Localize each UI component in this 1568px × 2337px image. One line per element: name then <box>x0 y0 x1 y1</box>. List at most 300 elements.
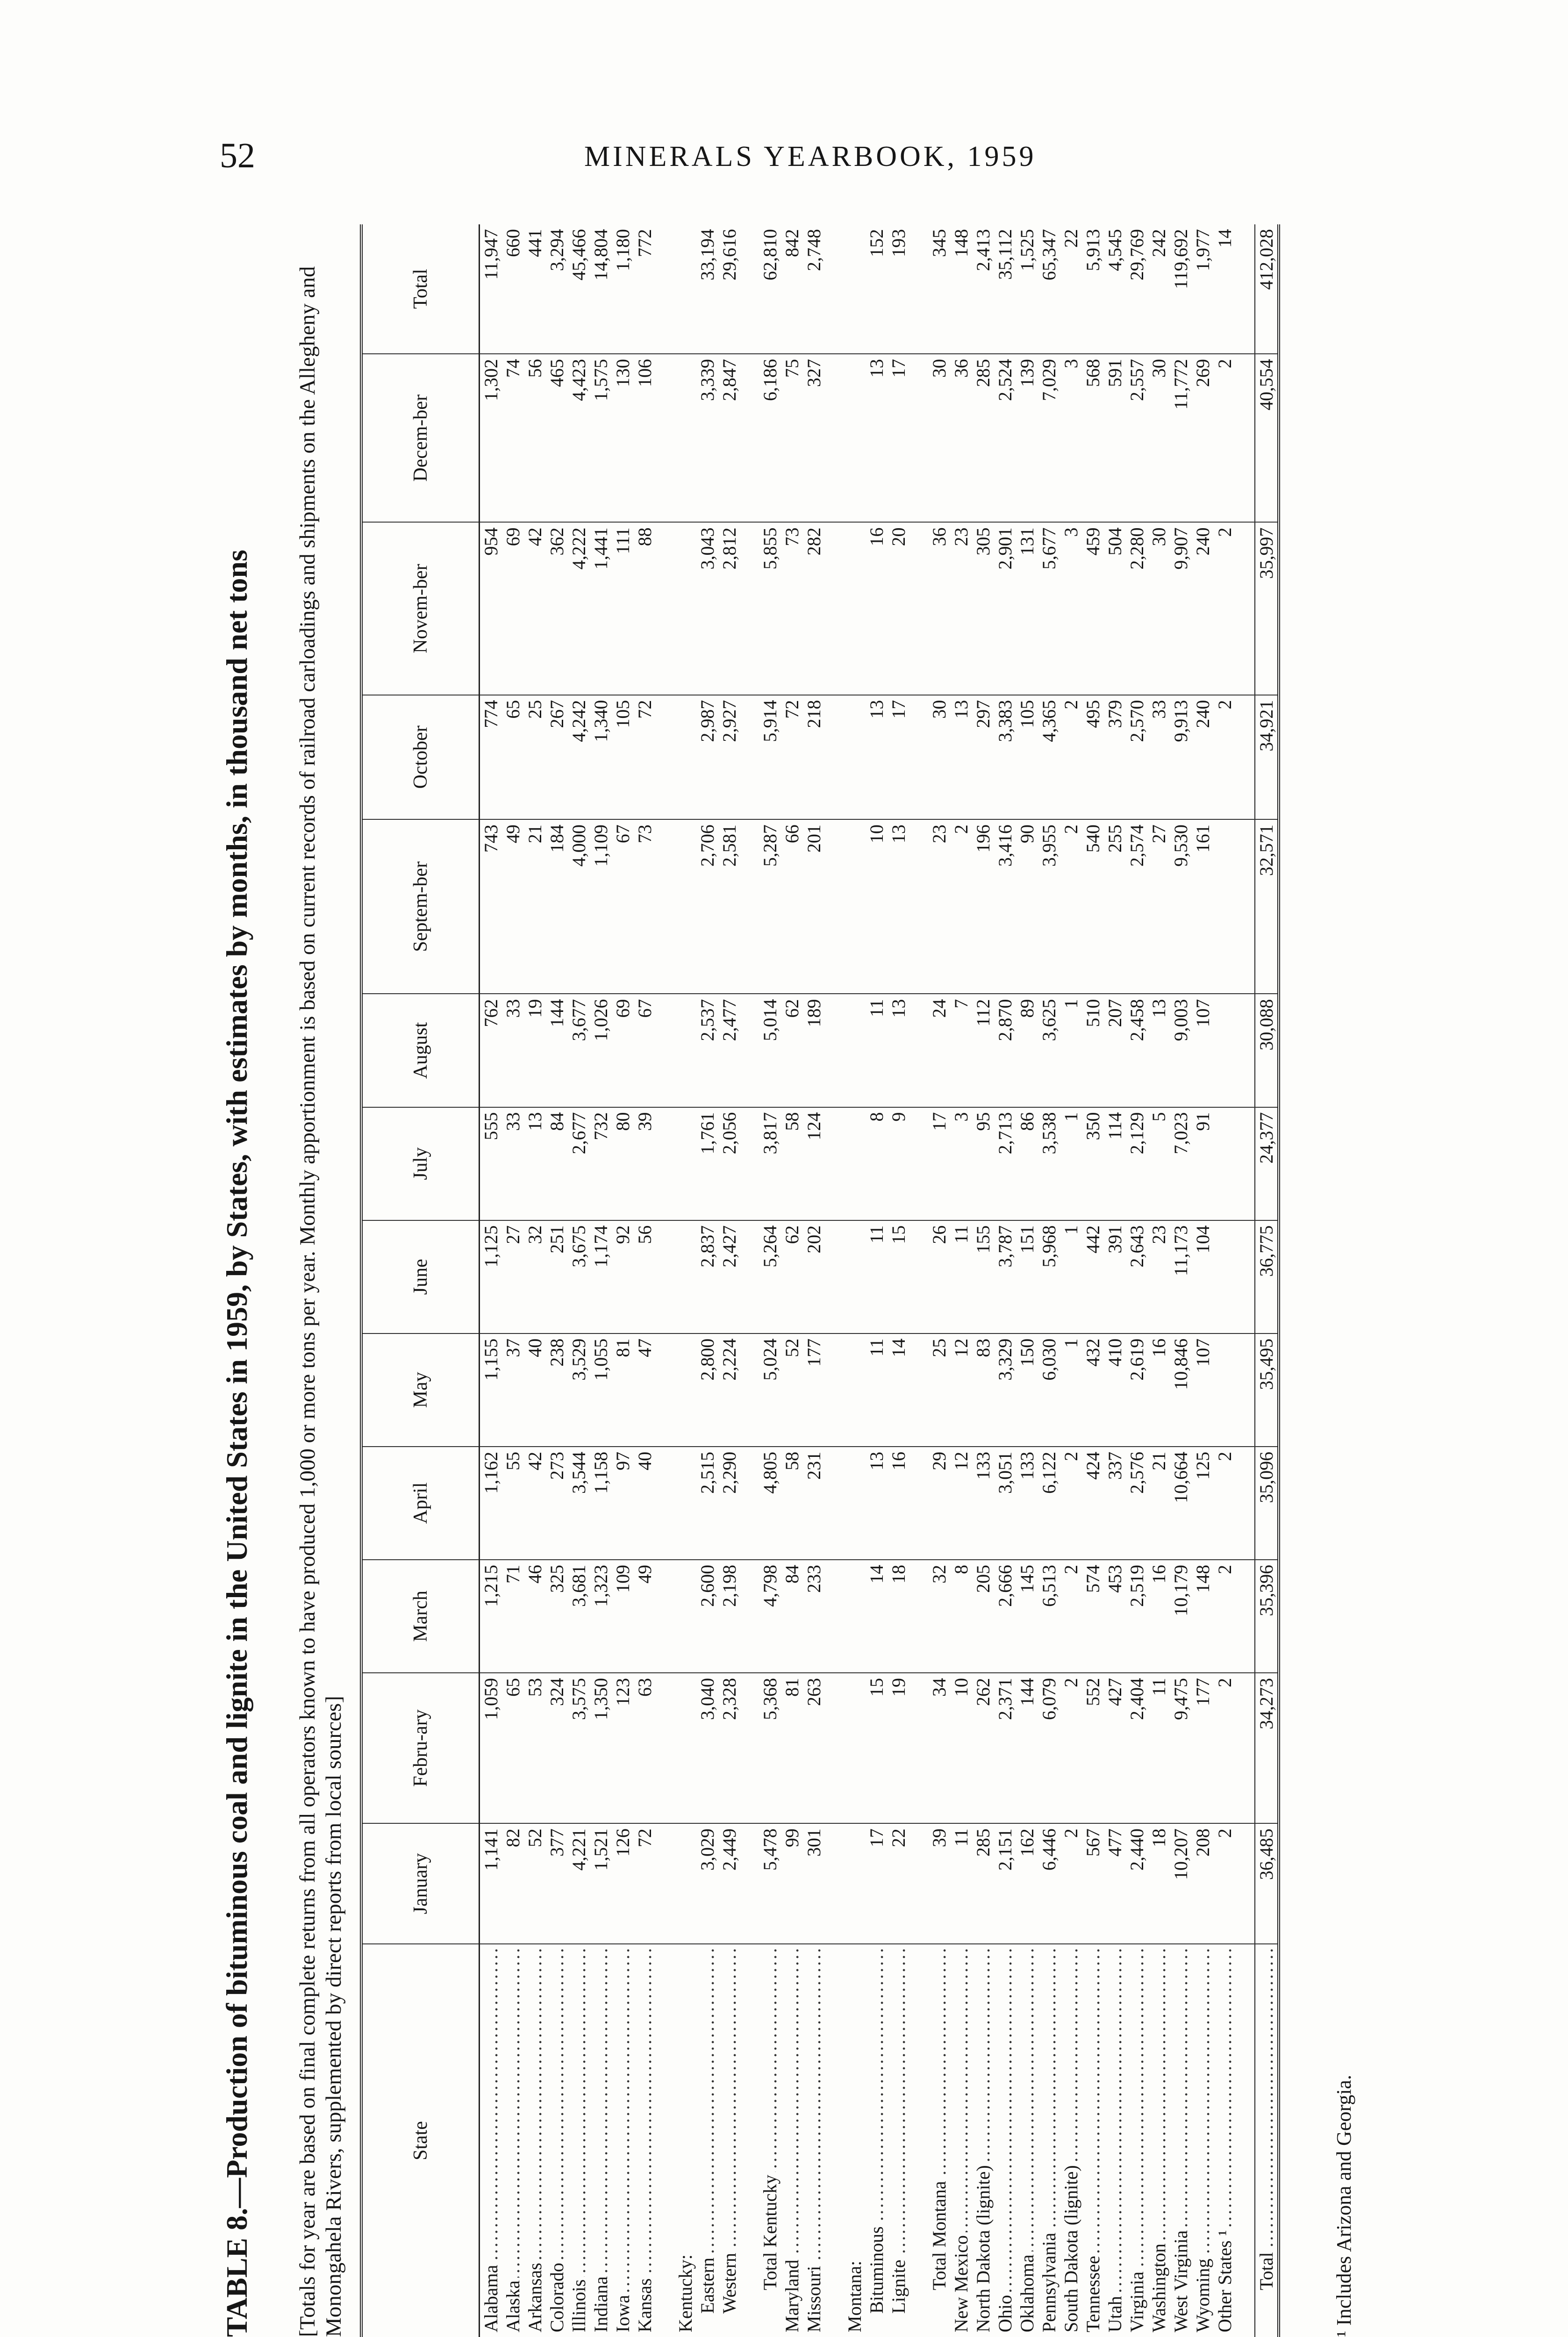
spacer-cell <box>909 1447 928 1560</box>
spacer-cell <box>909 1823 928 1944</box>
spacer-cell <box>825 1447 844 1560</box>
month-cell: 5,014 <box>759 994 781 1107</box>
month-cell: 15 <box>888 1220 909 1333</box>
month-cell: 262 <box>972 1673 994 1823</box>
month-cell: 233 <box>803 1560 825 1673</box>
month-cell: 90 <box>1016 819 1038 994</box>
month-cell: 1,761 <box>696 1107 718 1220</box>
month-cell: 34 <box>928 1673 950 1823</box>
month-cell: 2,328 <box>718 1673 740 1823</box>
month-cell: 17 <box>888 354 909 522</box>
month-cell: 465 <box>546 354 568 522</box>
month-cell: 9,913 <box>1170 695 1192 819</box>
month-cell: 3 <box>1060 522 1082 695</box>
month-cell: 16 <box>1148 1333 1170 1447</box>
month-cell: 427 <box>1104 1673 1126 1823</box>
month-cell: 73 <box>634 819 656 994</box>
month-cell: 7 <box>950 994 972 1107</box>
month-cell: 11 <box>1148 1673 1170 1823</box>
table-row <box>803 224 825 2337</box>
state-cell <box>1104 1944 1126 2337</box>
spacer-cell <box>825 1560 844 1673</box>
month-cell: 3,955 <box>1038 819 1060 994</box>
state-cell <box>524 1944 546 2337</box>
month-cell: 14 <box>888 1333 909 1447</box>
month-cell: 2 <box>1060 1560 1082 1673</box>
month-cell: 6,446 <box>1038 1823 1060 1944</box>
month-cell: 104 <box>1192 1220 1214 1333</box>
table-row <box>1060 224 1082 2337</box>
month-cell: 10,207 <box>1170 1823 1192 1944</box>
table-row <box>1038 224 1060 2337</box>
month-cell: 5,914 <box>759 695 781 819</box>
month-cell: 72 <box>634 695 656 819</box>
month-cell: 1,323 <box>590 1560 612 1673</box>
spacer-cell <box>1236 1823 1255 1944</box>
month-cell: 442 <box>1082 1220 1104 1333</box>
month-cell: 208 <box>1192 1823 1214 1944</box>
month-cell: 4,365 <box>1038 695 1060 819</box>
state-label: North Dakota (lignite) <box>972 2162 994 2332</box>
spacer-cell <box>1236 224 1255 354</box>
month-cell <box>1214 1333 1236 1447</box>
month-cell: 58 <box>781 1447 803 1560</box>
month-cell: 15 <box>866 1673 888 1823</box>
month-cell: 34,921 <box>1255 695 1279 819</box>
state-label: Pennsylvania <box>1038 2230 1060 2332</box>
spacer-cell <box>1236 1673 1255 1823</box>
month-cell: 263 <box>803 1673 825 1823</box>
total-cell: 62,810 <box>759 224 781 354</box>
spacer-row <box>740 224 759 2337</box>
month-cell: 145 <box>1016 1560 1038 1673</box>
spacer-cell <box>825 1107 844 1220</box>
month-cell: 86 <box>1016 1107 1038 1220</box>
month-cell: 17 <box>866 1823 888 1944</box>
spacer-cell <box>1236 819 1255 994</box>
month-cell: 4,222 <box>568 522 590 695</box>
table-row <box>546 224 568 2337</box>
month-cell: 510 <box>1082 994 1104 1107</box>
month-cell: 25 <box>524 695 546 819</box>
month-cell: 2 <box>1060 819 1082 994</box>
state-label: Total <box>1255 2249 1277 2332</box>
table-row <box>1148 224 1170 2337</box>
month-cell: 21 <box>524 819 546 994</box>
month-cell: 42 <box>524 1447 546 1560</box>
month-cell: 35,997 <box>1255 522 1279 695</box>
spacer-cell <box>740 819 759 994</box>
month-cell: 7,029 <box>1038 354 1060 522</box>
spacer-cell <box>656 1944 674 2337</box>
month-cell: 105 <box>1016 695 1038 819</box>
month-cell: 2 <box>1214 522 1236 695</box>
month-cell: 2,290 <box>718 1447 740 1560</box>
month-cell: 17 <box>928 1107 950 1220</box>
month-cell: 3,040 <box>696 1673 718 1823</box>
spacer-cell <box>740 1333 759 1447</box>
state-cell <box>866 1944 888 2337</box>
month-cell: 63 <box>634 1673 656 1823</box>
month-cell: 337 <box>1104 1447 1126 1560</box>
spacer-cell <box>656 819 674 994</box>
month-cell: 2,519 <box>1126 1560 1148 1673</box>
month-cell: 13 <box>1148 994 1170 1107</box>
column-header: March <box>361 1560 480 1673</box>
state-label: Maryland <box>781 2257 803 2332</box>
month-cell: 20 <box>888 522 909 695</box>
month-cell: 1 <box>1060 1107 1082 1220</box>
state-cell <box>568 1944 590 2337</box>
month-cell: 36,775 <box>1255 1220 1279 1333</box>
month-cell: 251 <box>546 1220 568 1333</box>
month-cell <box>674 1560 696 1673</box>
month-cell: 30 <box>928 354 950 522</box>
month-cell: 36 <box>928 522 950 695</box>
total-cell <box>844 224 866 354</box>
state-cell <box>759 1944 781 2337</box>
month-cell: 23 <box>950 522 972 695</box>
month-cell: 6,186 <box>759 354 781 522</box>
spacer-cell <box>825 994 844 1107</box>
state-cell <box>994 1944 1016 2337</box>
spacer-cell <box>1236 1560 1255 1673</box>
state-label: Alaska <box>502 2278 524 2332</box>
table-row <box>524 224 546 2337</box>
month-cell: 13 <box>524 1107 546 1220</box>
month-cell: 568 <box>1082 354 1104 522</box>
month-cell: 49 <box>634 1560 656 1673</box>
month-cell: 52 <box>524 1823 546 1944</box>
state-cell <box>803 1944 825 2337</box>
spacer-cell <box>656 1220 674 1333</box>
state-label: Tennessee <box>1082 2253 1104 2332</box>
column-header: October <box>361 695 480 819</box>
month-cell: 40 <box>524 1333 546 1447</box>
month-cell: 13 <box>866 695 888 819</box>
spacer-cell <box>825 1220 844 1333</box>
month-cell: 10,664 <box>1170 1447 1192 1560</box>
month-cell: 189 <box>803 994 825 1107</box>
month-cell: 42 <box>524 522 546 695</box>
state-label: Washington <box>1148 2241 1170 2332</box>
total-cell: 33,194 <box>696 224 718 354</box>
month-cell: 1,026 <box>590 994 612 1107</box>
month-cell: 2,440 <box>1126 1823 1148 1944</box>
spacer-cell <box>656 1673 674 1823</box>
spacer-cell <box>909 522 928 695</box>
state-label: Other States ¹ <box>1214 2227 1236 2332</box>
month-cell: 5,287 <box>759 819 781 994</box>
month-cell: 3,675 <box>568 1220 590 1333</box>
table-header-row <box>361 224 480 2337</box>
state-cell <box>888 1944 909 2337</box>
table-row <box>568 224 590 2337</box>
month-cell: 84 <box>781 1560 803 1673</box>
spacer-cell <box>740 1447 759 1560</box>
state-label: Virginia <box>1126 2269 1148 2332</box>
month-cell: 205 <box>972 1560 994 1673</box>
month-cell: 4,423 <box>568 354 590 522</box>
month-cell: 124 <box>803 1107 825 1220</box>
month-cell <box>674 695 696 819</box>
month-cell: 591 <box>1104 354 1126 522</box>
month-cell: 133 <box>972 1447 994 1560</box>
table-row <box>718 224 740 2337</box>
total-cell: 14 <box>1214 224 1236 354</box>
month-cell: 55 <box>502 1447 524 1560</box>
month-cell: 9 <box>888 1107 909 1220</box>
month-cell: 774 <box>480 695 502 819</box>
month-cell: 52 <box>781 1333 803 1447</box>
state-label: Illinois <box>568 2277 590 2332</box>
month-cell: 34,273 <box>1255 1673 1279 1823</box>
month-cell: 9,475 <box>1170 1673 1192 1823</box>
month-cell: 3,681 <box>568 1560 590 1673</box>
spacer-row <box>1236 224 1255 2337</box>
month-cell: 285 <box>972 354 994 522</box>
month-cell: 62 <box>781 994 803 1107</box>
month-cell: 2,870 <box>994 994 1016 1107</box>
month-cell: 67 <box>612 819 634 994</box>
month-cell: 155 <box>972 1220 994 1333</box>
month-cell: 88 <box>634 522 656 695</box>
month-cell: 2,524 <box>994 354 1016 522</box>
month-cell: 2,643 <box>1126 1220 1148 1333</box>
month-cell: 2 <box>1214 1823 1236 1944</box>
month-cell: 126 <box>612 1823 634 1944</box>
spacer-cell <box>909 1333 928 1447</box>
month-cell <box>844 1333 866 1447</box>
table-row <box>888 224 909 2337</box>
spacer-cell <box>825 819 844 994</box>
state-cell <box>612 1944 634 2337</box>
month-cell: 82 <box>502 1823 524 1944</box>
month-cell: 327 <box>803 354 825 522</box>
month-cell: 109 <box>612 1560 634 1673</box>
month-cell: 2 <box>950 819 972 994</box>
state-cell <box>1148 1944 1170 2337</box>
table-row <box>502 224 524 2337</box>
spacer-cell <box>740 1944 759 2337</box>
month-cell: 495 <box>1082 695 1104 819</box>
month-cell: 1,109 <box>590 819 612 994</box>
state-label: Eastern <box>696 2255 718 2332</box>
total-cell: 65,347 <box>1038 224 1060 354</box>
month-cell <box>674 1333 696 1447</box>
spacer-cell <box>656 1333 674 1447</box>
month-cell: 1,441 <box>590 522 612 695</box>
month-cell: 4,242 <box>568 695 590 819</box>
month-cell: 2,812 <box>718 522 740 695</box>
state-label: Bituminous <box>866 2223 888 2332</box>
month-cell: 13 <box>888 819 909 994</box>
month-cell: 10,846 <box>1170 1333 1192 1447</box>
total-cell: 660 <box>502 224 524 354</box>
spacer-row <box>656 224 674 2337</box>
state-cell <box>1060 1944 1082 2337</box>
month-cell: 459 <box>1082 522 1104 695</box>
month-cell: 2 <box>1214 695 1236 819</box>
month-cell: 269 <box>1192 354 1214 522</box>
month-cell <box>674 354 696 522</box>
month-cell: 2,901 <box>994 522 1016 695</box>
month-cell: 2,574 <box>1126 819 1148 994</box>
spacer-cell <box>825 354 844 522</box>
month-cell: 33 <box>502 1107 524 1220</box>
month-cell: 107 <box>1192 994 1214 1107</box>
month-cell: 6,513 <box>1038 1560 1060 1673</box>
state-cell <box>1255 1944 1279 2337</box>
state-cell <box>1038 1944 1060 2337</box>
month-cell: 105 <box>612 695 634 819</box>
spacer-cell <box>740 224 759 354</box>
month-cell: 1,340 <box>590 695 612 819</box>
month-cell: 1,521 <box>590 1823 612 1944</box>
spacer-cell <box>656 994 674 1107</box>
month-cell: 238 <box>546 1333 568 1447</box>
month-cell: 66 <box>781 819 803 994</box>
spacer-cell <box>909 224 928 354</box>
month-cell: 11 <box>866 1220 888 1333</box>
state-cell <box>1170 1944 1192 2337</box>
table-row <box>1192 224 1214 2337</box>
month-cell: 3,329 <box>994 1333 1016 1447</box>
state-label: Kansas <box>634 2275 656 2332</box>
month-cell: 6,030 <box>1038 1333 1060 1447</box>
table-row <box>612 224 634 2337</box>
month-cell: 11,772 <box>1170 354 1192 522</box>
spacer-cell <box>1236 1944 1255 2337</box>
month-cell: 112 <box>972 994 994 1107</box>
state-cell <box>1192 1944 1214 2337</box>
month-cell: 3,538 <box>1038 1107 1060 1220</box>
state-cell <box>1214 1944 1236 2337</box>
month-cell: 3,677 <box>568 994 590 1107</box>
total-cell: 193 <box>888 224 909 354</box>
month-cell: 23 <box>1148 1220 1170 1333</box>
month-cell: 5 <box>1148 1107 1170 1220</box>
state-label: Arkansas <box>524 2260 546 2332</box>
page-number: 52 <box>220 136 255 175</box>
state-label: Kentucky: <box>674 2251 696 2332</box>
column-header: July <box>361 1107 480 1220</box>
month-cell: 75 <box>781 354 803 522</box>
month-cell: 954 <box>480 522 502 695</box>
month-cell: 2 <box>1060 1673 1082 1823</box>
state-label: Total Kentucky <box>759 2172 781 2332</box>
total-cell: 772 <box>634 224 656 354</box>
state-label: Oklahoma <box>1016 2251 1038 2332</box>
month-cell: 18 <box>1148 1823 1170 1944</box>
month-cell: 3,575 <box>568 1673 590 1823</box>
month-cell: 207 <box>1104 994 1126 1107</box>
month-cell: 9,530 <box>1170 819 1192 994</box>
month-cell: 26 <box>928 1220 950 1333</box>
total-cell: 45,466 <box>568 224 590 354</box>
month-cell: 2,537 <box>696 994 718 1107</box>
column-header: Febru-ary <box>361 1673 480 1823</box>
month-cell: 83 <box>972 1333 994 1447</box>
month-cell: 477 <box>1104 1823 1126 1944</box>
month-cell: 49 <box>502 819 524 994</box>
state-label: Utah <box>1104 2293 1126 2332</box>
table-row <box>480 224 502 2337</box>
footnote: ¹ Includes Arizona and Georgia. <box>1332 2075 1355 2337</box>
month-cell: 73 <box>781 522 803 695</box>
month-cell: 2,224 <box>718 1333 740 1447</box>
month-cell: 21 <box>1148 1447 1170 1560</box>
month-cell <box>844 994 866 1107</box>
month-cell: 3,817 <box>759 1107 781 1220</box>
total-cell: 152 <box>866 224 888 354</box>
state-cell <box>950 1944 972 2337</box>
month-cell: 325 <box>546 1560 568 1673</box>
spacer-cell <box>656 1823 674 1944</box>
rotated-table-block <box>220 224 1369 2337</box>
table-row <box>759 224 781 2337</box>
spacer-cell <box>1236 994 1255 1107</box>
month-cell: 240 <box>1192 695 1214 819</box>
month-cell: 30 <box>928 695 950 819</box>
column-header: Decem-ber <box>361 354 480 522</box>
month-cell <box>844 1673 866 1823</box>
month-cell: 19 <box>524 994 546 1107</box>
month-cell: 1,125 <box>480 1220 502 1333</box>
spacer-cell <box>1236 354 1255 522</box>
month-cell: 2,666 <box>994 1560 1016 1673</box>
month-cell: 11 <box>866 1333 888 1447</box>
month-cell: 27 <box>1148 819 1170 994</box>
month-cell: 2,837 <box>696 1220 718 1333</box>
month-cell: 111 <box>612 522 634 695</box>
month-cell: 22 <box>888 1823 909 1944</box>
spacer-cell <box>909 1673 928 1823</box>
month-cell: 24,377 <box>1255 1107 1279 1220</box>
total-cell: 14,804 <box>590 224 612 354</box>
month-cell: 2,706 <box>696 819 718 994</box>
month-cell: 2,449 <box>718 1823 740 1944</box>
month-cell <box>674 994 696 1107</box>
state-label: Iowa <box>612 2292 634 2332</box>
table-row <box>590 224 612 2337</box>
table-row <box>1082 224 1104 2337</box>
month-cell: 432 <box>1082 1333 1104 1447</box>
month-cell: 23 <box>928 819 950 994</box>
month-cell: 32,571 <box>1255 819 1279 994</box>
month-cell: 2,619 <box>1126 1333 1148 1447</box>
state-label: Ohio <box>994 2292 1016 2332</box>
month-cell: 125 <box>1192 1447 1214 1560</box>
month-cell: 305 <box>972 522 994 695</box>
month-cell: 13 <box>866 1447 888 1560</box>
month-cell: 89 <box>1016 994 1038 1107</box>
state-cell <box>674 1944 696 2337</box>
month-cell: 540 <box>1082 819 1104 994</box>
month-cell: 32 <box>928 1560 950 1673</box>
month-cell: 74 <box>502 354 524 522</box>
month-cell: 4,221 <box>568 1823 590 1944</box>
month-cell: 71 <box>502 1560 524 1673</box>
total-cell: 5,913 <box>1082 224 1104 354</box>
month-cell: 6,079 <box>1038 1673 1060 1823</box>
column-header: April <box>361 1447 480 1560</box>
month-cell: 30 <box>1148 354 1170 522</box>
spacer-cell <box>825 522 844 695</box>
table-row <box>1104 224 1126 2337</box>
month-cell: 99 <box>781 1823 803 1944</box>
month-cell: 177 <box>1192 1673 1214 1823</box>
